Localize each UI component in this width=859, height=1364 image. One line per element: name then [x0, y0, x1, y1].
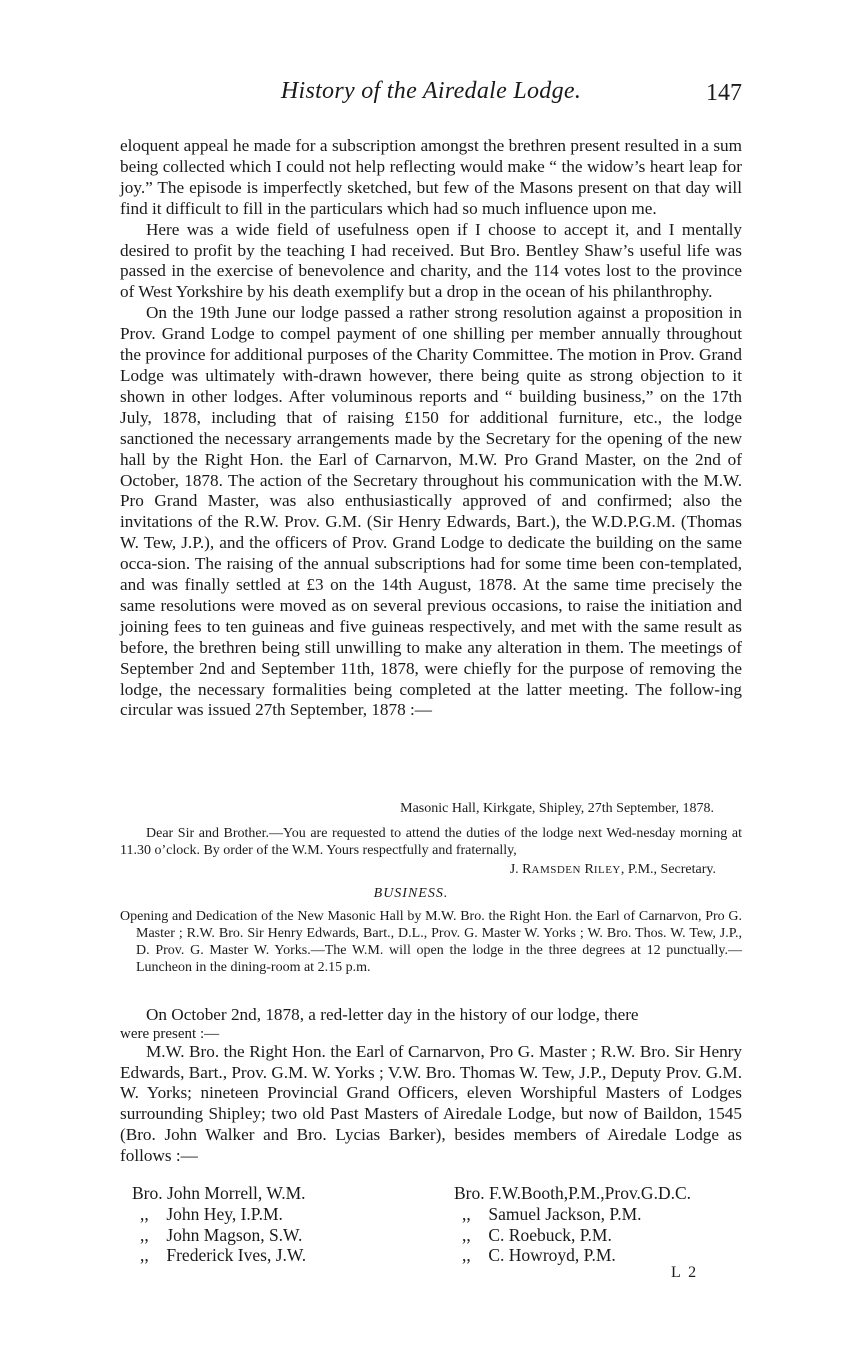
signature-initial: J. R [509, 862, 532, 877]
signature-last-initial: R [584, 862, 594, 877]
october-line: On October 2nd, 1878, a red-letter day in the history of our lodge, there [146, 1005, 639, 1024]
member-item: Bro. John Morrell, W.M. [132, 1183, 306, 1203]
member-item: ,, John Magson, S.W. [140, 1224, 303, 1245]
signature-suffix: , P.M., Secretary. [620, 862, 716, 877]
running-title: History of the Airedale Lodge. [280, 78, 582, 104]
attendees-paragraph: M.W. Bro. the Right Hon. the Earl of Carnarvon, Pro G. Master ; R.W. Bro. Sir Henry Edwards, Bart., Prov. G.M. W. Yorks ; V.W. Bro. Thomas W. Tew, J.P., Deputy Prov. G.M. W. Yorks; nineteen Provincial Grand Officers, eleven Worshipful Masters of Lodges surrounding Shipley; two old Past Masters of Airedale Lodge, but now of Baildon, 1545 (Bro. John Walker and Bro. Lycias Barker), besides members of Airedale Lodge as follows :— [120, 1041, 742, 1165]
members-column-left [132, 1183, 432, 1266]
paragraph-2: Here was a wide field of usefulness open if I choose to accept it, and I mentally desired to profit by the teaching I had received. But Bro. Bentley Shaw’s useful life was passed in the exercise of benevolence and charity, and the 114 votes lost to the province of West Yorkshire by his death exemplify but a drop in the ocean of his philanthrophy. [120, 219, 742, 302]
after-circular-text [120, 1005, 742, 1167]
page-header [120, 78, 742, 114]
business-text: Opening and Dedication of the New Masonic Hall by M.W. Bro. the Right Hon. the Earl of Carnarvon, Pro G. Master ; R.W. Bro. Sir Henry Edwards, Bart., D.L., Prov. G. Master W. Yorks ; W. Bro. Thos. W. Tew, J.P., D. Prov. G. Master W. Yorks.—The W.M. will open the lodge in the three degrees at 12 punctually.—Luncheon in the dining-room at 2.15 p.m. [120, 909, 742, 975]
signature-mark: L 2 [671, 1264, 699, 1281]
circular-salutation: Dear Sir and Brother.—You are requested to attend the duties of the lodge next Wed-nesday morning at 11.30 o’clock. By order of the W.M. Yours respectfully and fraternally, [120, 826, 742, 858]
member-item: Bro. F.W.Booth,P.M.,Prov.G.D.C. [454, 1183, 692, 1203]
circular-dateline: Masonic Hall, Kirkgate, Shipley, 27th September, 1878. [400, 801, 714, 816]
member-item: ,, John Hey, I.P.M. [140, 1203, 283, 1224]
circular-letter [120, 800, 742, 976]
circular-signature [120, 861, 742, 879]
members-column-right [454, 1183, 754, 1266]
paragraph-1: eloquent appeal he made for a subscription amongst the brethren present resulted in a sum being collected which I could not help reflecting would make “ the widow’s heart leap for joy.” The episode is imperfectly sketched, but few of the Masons present on that day will find it difficult to fill in the particulars which had so much influence upon me. [120, 136, 742, 218]
present-line: were present :— [120, 1025, 220, 1042]
signature-first-small: AMSDEN [531, 864, 581, 876]
signature-last-small: ILEY [593, 864, 621, 876]
member-item: ,, Frederick Ives, J.W. [140, 1245, 307, 1266]
member-item: ,, C. Howroyd, P.M. [462, 1245, 616, 1266]
main-text [120, 136, 742, 721]
member-item: ,, C. Roebuck, P.M. [462, 1224, 612, 1245]
paragraph-3: On the 19th June our lodge passed a rather strong resolution against a proposition in Prov. Grand Lodge to compel payment of one shilling per member annually throughout the province for additional purposes of the Charity Committee. The motion in Prov. Grand Lodge was ultimately with-drawn however, there being quite as strong objection to it shown in other lodges. After voluminous reports and “ building business,” on the 17th July, 1878, including that of raising £150 for additional furniture, etc., the lodge sanctioned the necessary arrangements made by the Secretary for the opening of the new hall by the Right Hon. the Earl of Carnarvon, M.W. Pro Grand Master, on the 2nd of October, 1878. The action of the Secretary throughout his communication with the M.W. Pro Grand Master, was also enthusiastically approved of and confirmed; also the invitations of the R.W. Prov. G.M. (Sir Henry Edwards, Bart.), the W.D.P.G.M. (Thomas W. Tew, J.P.), and the officers of Prov. Grand Lodge to dedicate the building on the same occa-sion. The raising of the annual subscriptions had for some time been con-templated, and was finally settled at £3 on the 14th August, 1878. At the same time precisely the same resolutions were moved as on several previous occasions, to raise the initiation and joining fees to ten guineas and five guineas respectively, and met with the same result as before, the brethren being still unwilling to make any alteration in them. The meetings of September 2nd and September 11th, 1878, were chiefly for the purpose of removing the lodge, the necessary formalities being completed at the latter meeting. The follow-ing circular was issued 27th September, 1878 :— [120, 303, 742, 720]
member-item: ,, Samuel Jackson, P.M. [462, 1203, 642, 1224]
page-number: 147 [706, 80, 742, 106]
business-heading: BUSINESS. [373, 886, 449, 901]
